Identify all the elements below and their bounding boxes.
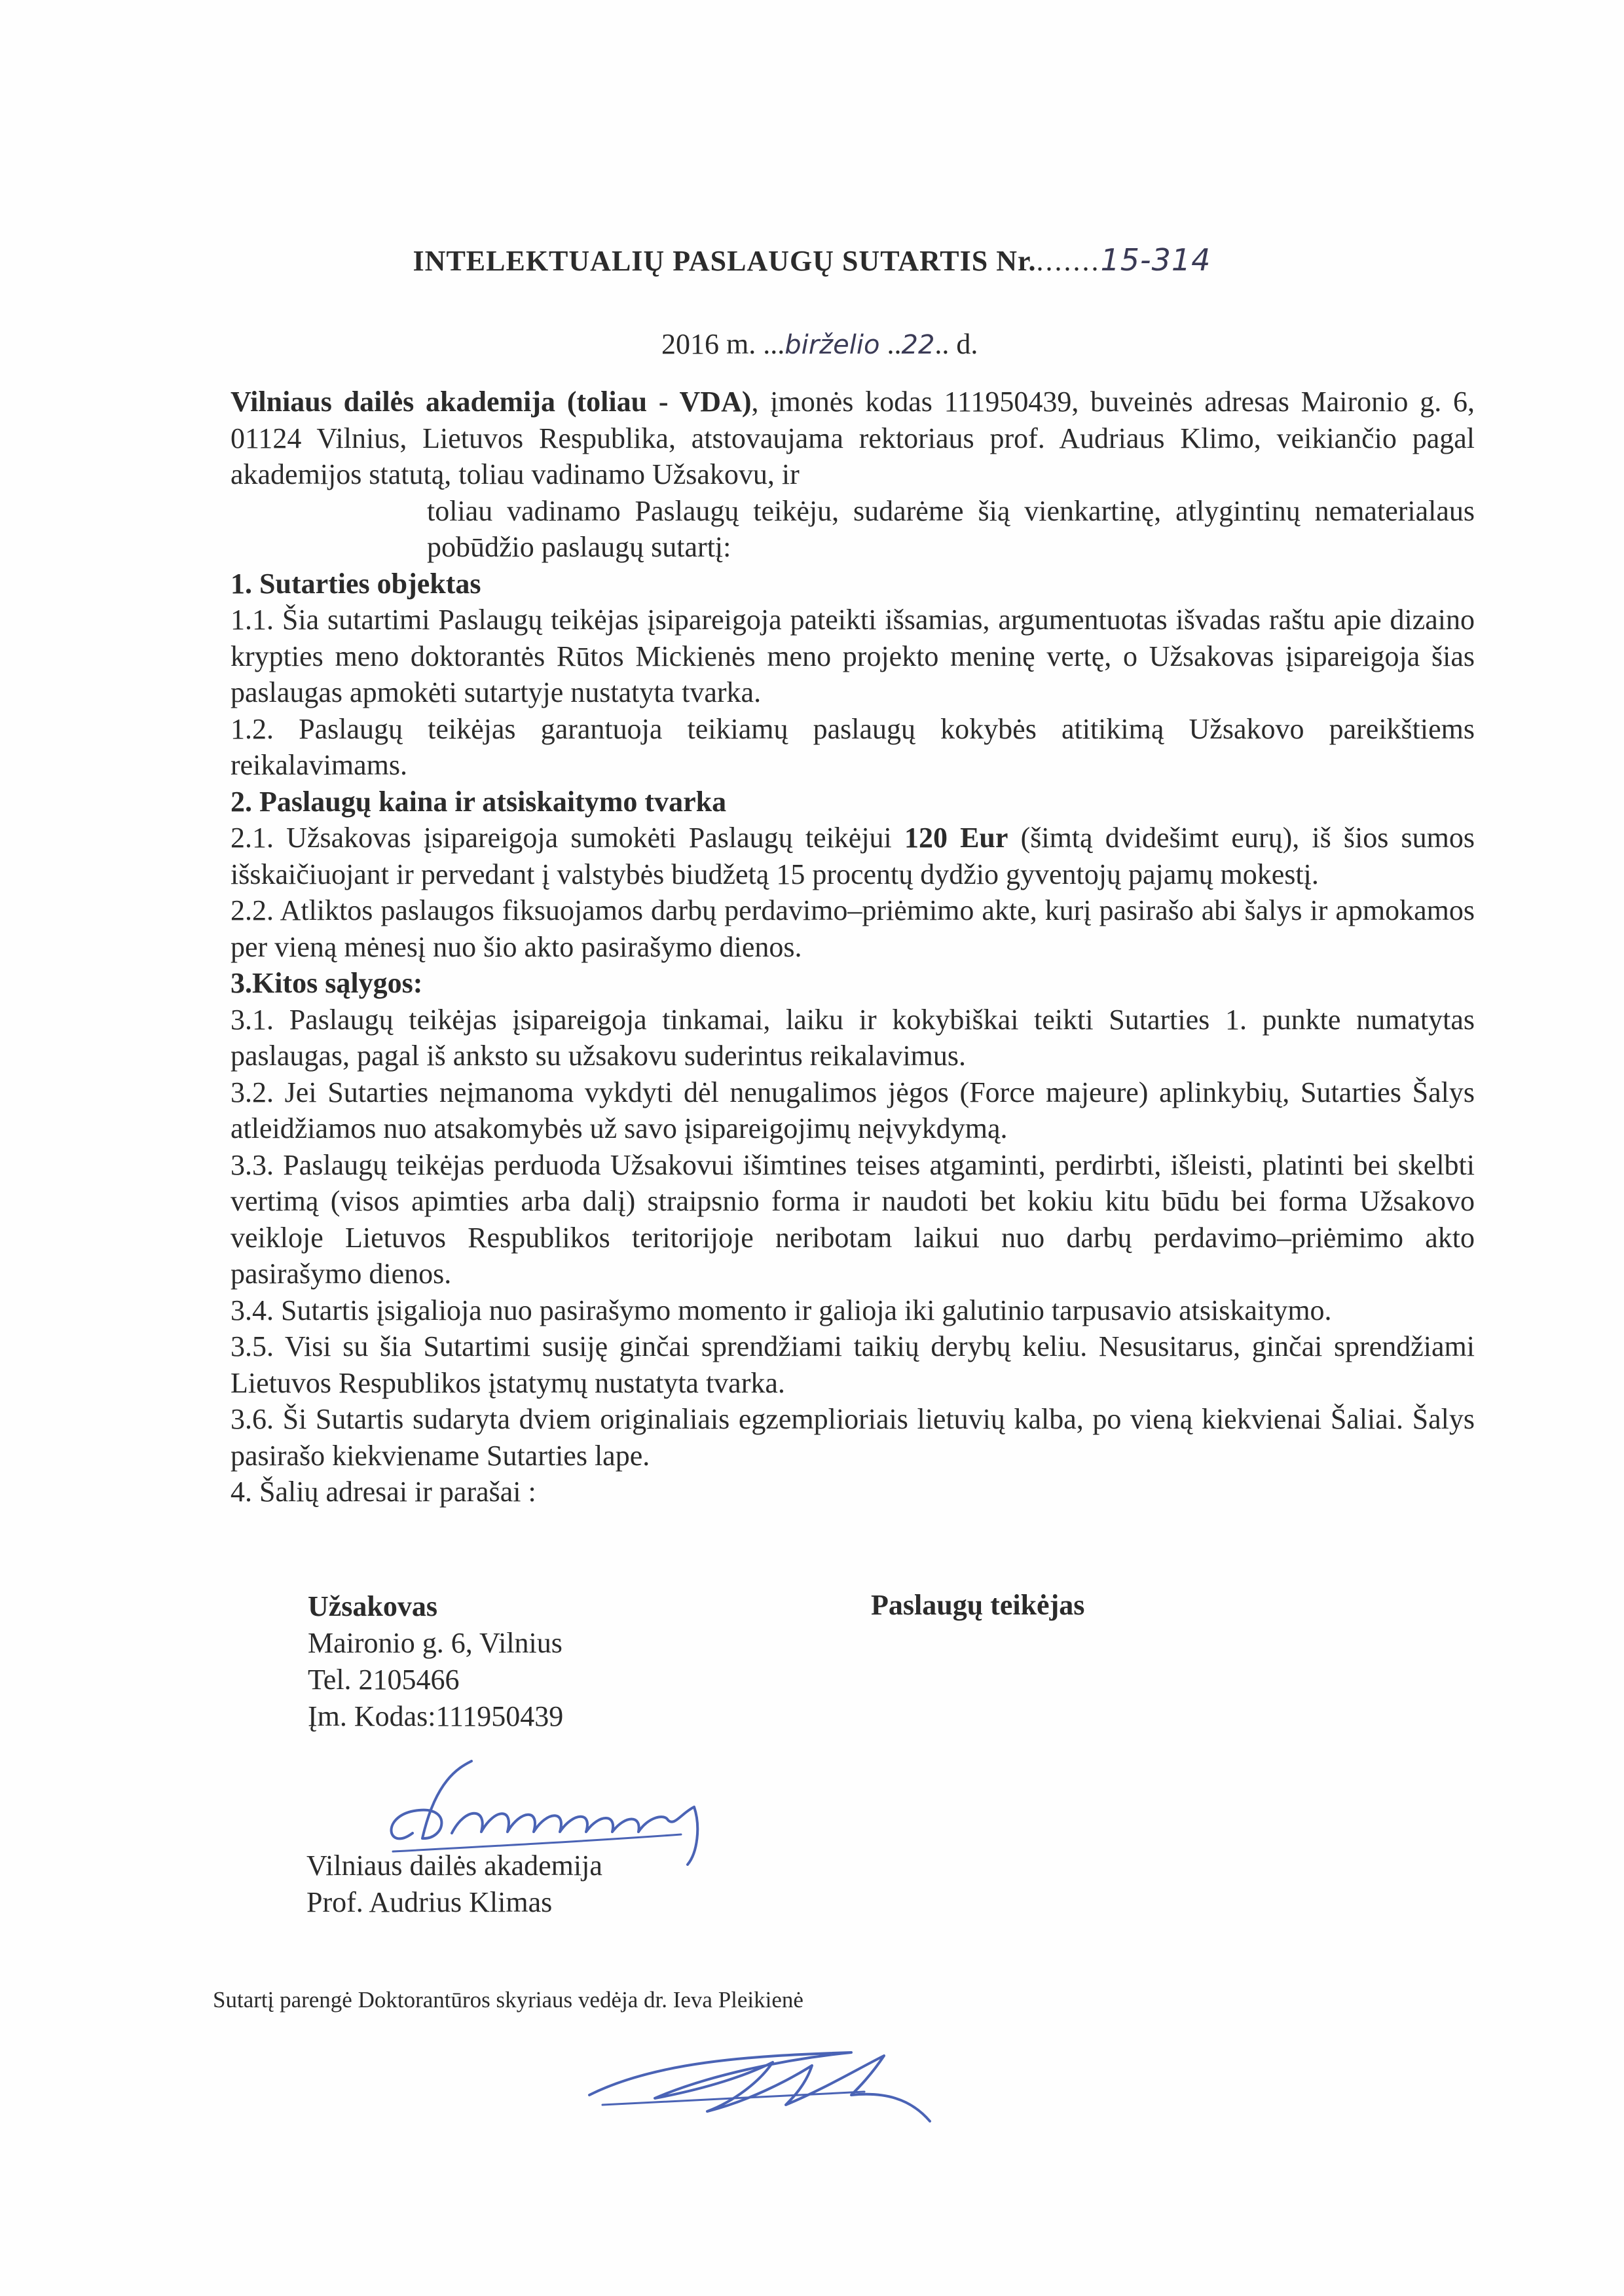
client-address: Maironio g. 6, Vilnius: [308, 1627, 563, 1659]
intro-paragraph: [231, 384, 1475, 493]
clause-1-1: 1.1. Šia sutartimi Paslaugų teikėjas įsipareigoja pateikti išsamias, argumentuotas išvadas raštu apie dizaino krypties meno doktorantės Rūtos Mickienės meno projekto meninę vertę, o Užsakovas įsipareigoja šias paslaugas apmokėti sutartyje nustatyta tvarka.: [231, 604, 1475, 708]
clause-3-6: 3.6. Ši Sutartis sudaryta dviem originaliais egzemplioriais lietuvių kalba, po vieną kiekvienai Šaliai. Šalys pasirašo kiekviename Sutarties lape.: [231, 1403, 1475, 1472]
intro-paragraph-2: toliau vadinamo Paslaugų teikėju, sudarėme šią vienkartinę, atlygintinų nematerialaus pobūdžio paslaugų sutartį:: [427, 494, 1475, 563]
intro-text-1: , įmonės kodas 111950439, buveinės adresas Maironio g. 6, 01124 Vilnius, Lietuvos Respublika, atstovaujama rektoriaus prof. Audriaus Klimo, veikiančio pagal akademijos statutą, toliau vadinamo Užsakovu, ir: [231, 386, 1475, 490]
clause-2-1: 2.1. Užsakovas įsipareigoja sumokėti Paslaugų teikėjui 120 Eur (šimtą dvidešimt eurų), iš šios sumos išskaičiuojant ir pervedant į valstybės biudžetą 15 procentų dydžio gyventojų pajamų mokestį.: [231, 822, 1475, 890]
document-title: [0, 242, 1624, 278]
section-1-heading: 1. Sutarties objektas: [231, 567, 481, 600]
clause-3-4: 3.4. Sutartis įsigalioja nuo pasirašymo momento ir galioja iki galutinio tarpusavio atsiskaitymo.: [231, 1294, 1332, 1326]
date-suffix: .. d.: [934, 328, 978, 360]
client-code: Įm. Kodas:111950439: [308, 1700, 564, 1732]
vda-signatory-name: Prof. Audrius Klimas: [306, 1886, 553, 1918]
title-text: INTELEKTUALIŲ PASLAUGŲ SUTARTIS Nr.: [413, 245, 1037, 277]
section-2-heading: 2. Paslaugų kaina ir atsiskaitymo tvarka: [231, 785, 727, 818]
contract-number: 15-314: [1100, 242, 1211, 278]
vda-org-name: Vilniaus dailės akademija: [306, 1850, 602, 1882]
contract-body: [231, 384, 1475, 1510]
date-month: birželio: [784, 330, 880, 360]
client-block: [308, 1588, 563, 1735]
clause-3-2: 3.2. Jei Sutarties neįmanoma vykdyti dėl nenugalimos jėgos (Force majeure) aplinkybių, Sutarties Šalys atleidžiamos nuo atsakomybės už savo įsipareigojimų neįvykdymą.: [231, 1076, 1475, 1144]
clause-3-5: 3.5. Visi su šia Sutartimi susiję ginčai sprendžiami taikių derybų keliu. Nesusitarus, ginčai sprendžiami Lietuvos Respublikos įstatymų nustatyta tvarka.: [231, 1330, 1475, 1399]
provider-label: Paslaugų teikėjas: [871, 1589, 1085, 1621]
date-year: 2016 m.: [661, 328, 764, 360]
section-4-heading: 4. Šalių adresai ir parašai :: [231, 1476, 536, 1508]
client-phone: Tel. 2105466: [308, 1664, 460, 1696]
date-dots-mid: ..: [879, 328, 902, 360]
amount: 120 Eur: [904, 822, 1008, 854]
client-label: Užsakovas: [308, 1590, 438, 1622]
contract-date: [661, 327, 978, 361]
clause-2-2: 2.2. Atliktos paslaugos fiksuojamos darbų perdavimo–priėmimo akte, kurį pasirašo abi šalys ir apmokamos per vieną mėnesį nuo šio akto pasirašymo dienos.: [231, 894, 1475, 963]
clause-3-3: 3.3. Paslaugų teikėjas perduoda Užsakovui išimtines teises atgaminti, perdirbti, išleisti, platinti bei skelbti vertimą (visos apimties arba dalį) straipsnio forma ir naudoti bet kokiu kitu būdu bei forma Užsakovo veikloje Lietuvos Respublikos teritorijoje neribotam laikui nuo darbų perdavimo–priėmimo akto pasirašymo dienos.: [231, 1148, 1475, 1290]
section-3-heading: 3.Kitos sąlygos:: [231, 967, 423, 999]
clause-3-1: 3.1. Paslaugų teikėjas įsipareigoja tinkamai, laiku ir kokybiškai teikti Sutarties 1. punkte numatytas paslaugas, pagal iš anksto su užsakovu suderintus reikalavimus.: [231, 1003, 1475, 1072]
preparer-signature: [576, 2036, 943, 2134]
prepared-by-note: Sutartį parengė Doktorantūros skyriaus vedėja dr. Ieva Pleikienė: [213, 1987, 803, 2013]
vda-signatory-block: [306, 1848, 602, 1921]
date-dots: ...: [763, 328, 785, 360]
org-name: Vilniaus dailės akademija (toliau - VDA): [231, 386, 752, 418]
clause-1-2: 1.2. Paslaugų teikėjas garantuoja teikiamų paslaugų kokybės atitikimą Užsakovo pareikštiems reikalavimams.: [231, 712, 1475, 781]
date-day: 22: [901, 330, 935, 360]
title-number-fill: .......: [1036, 245, 1101, 277]
